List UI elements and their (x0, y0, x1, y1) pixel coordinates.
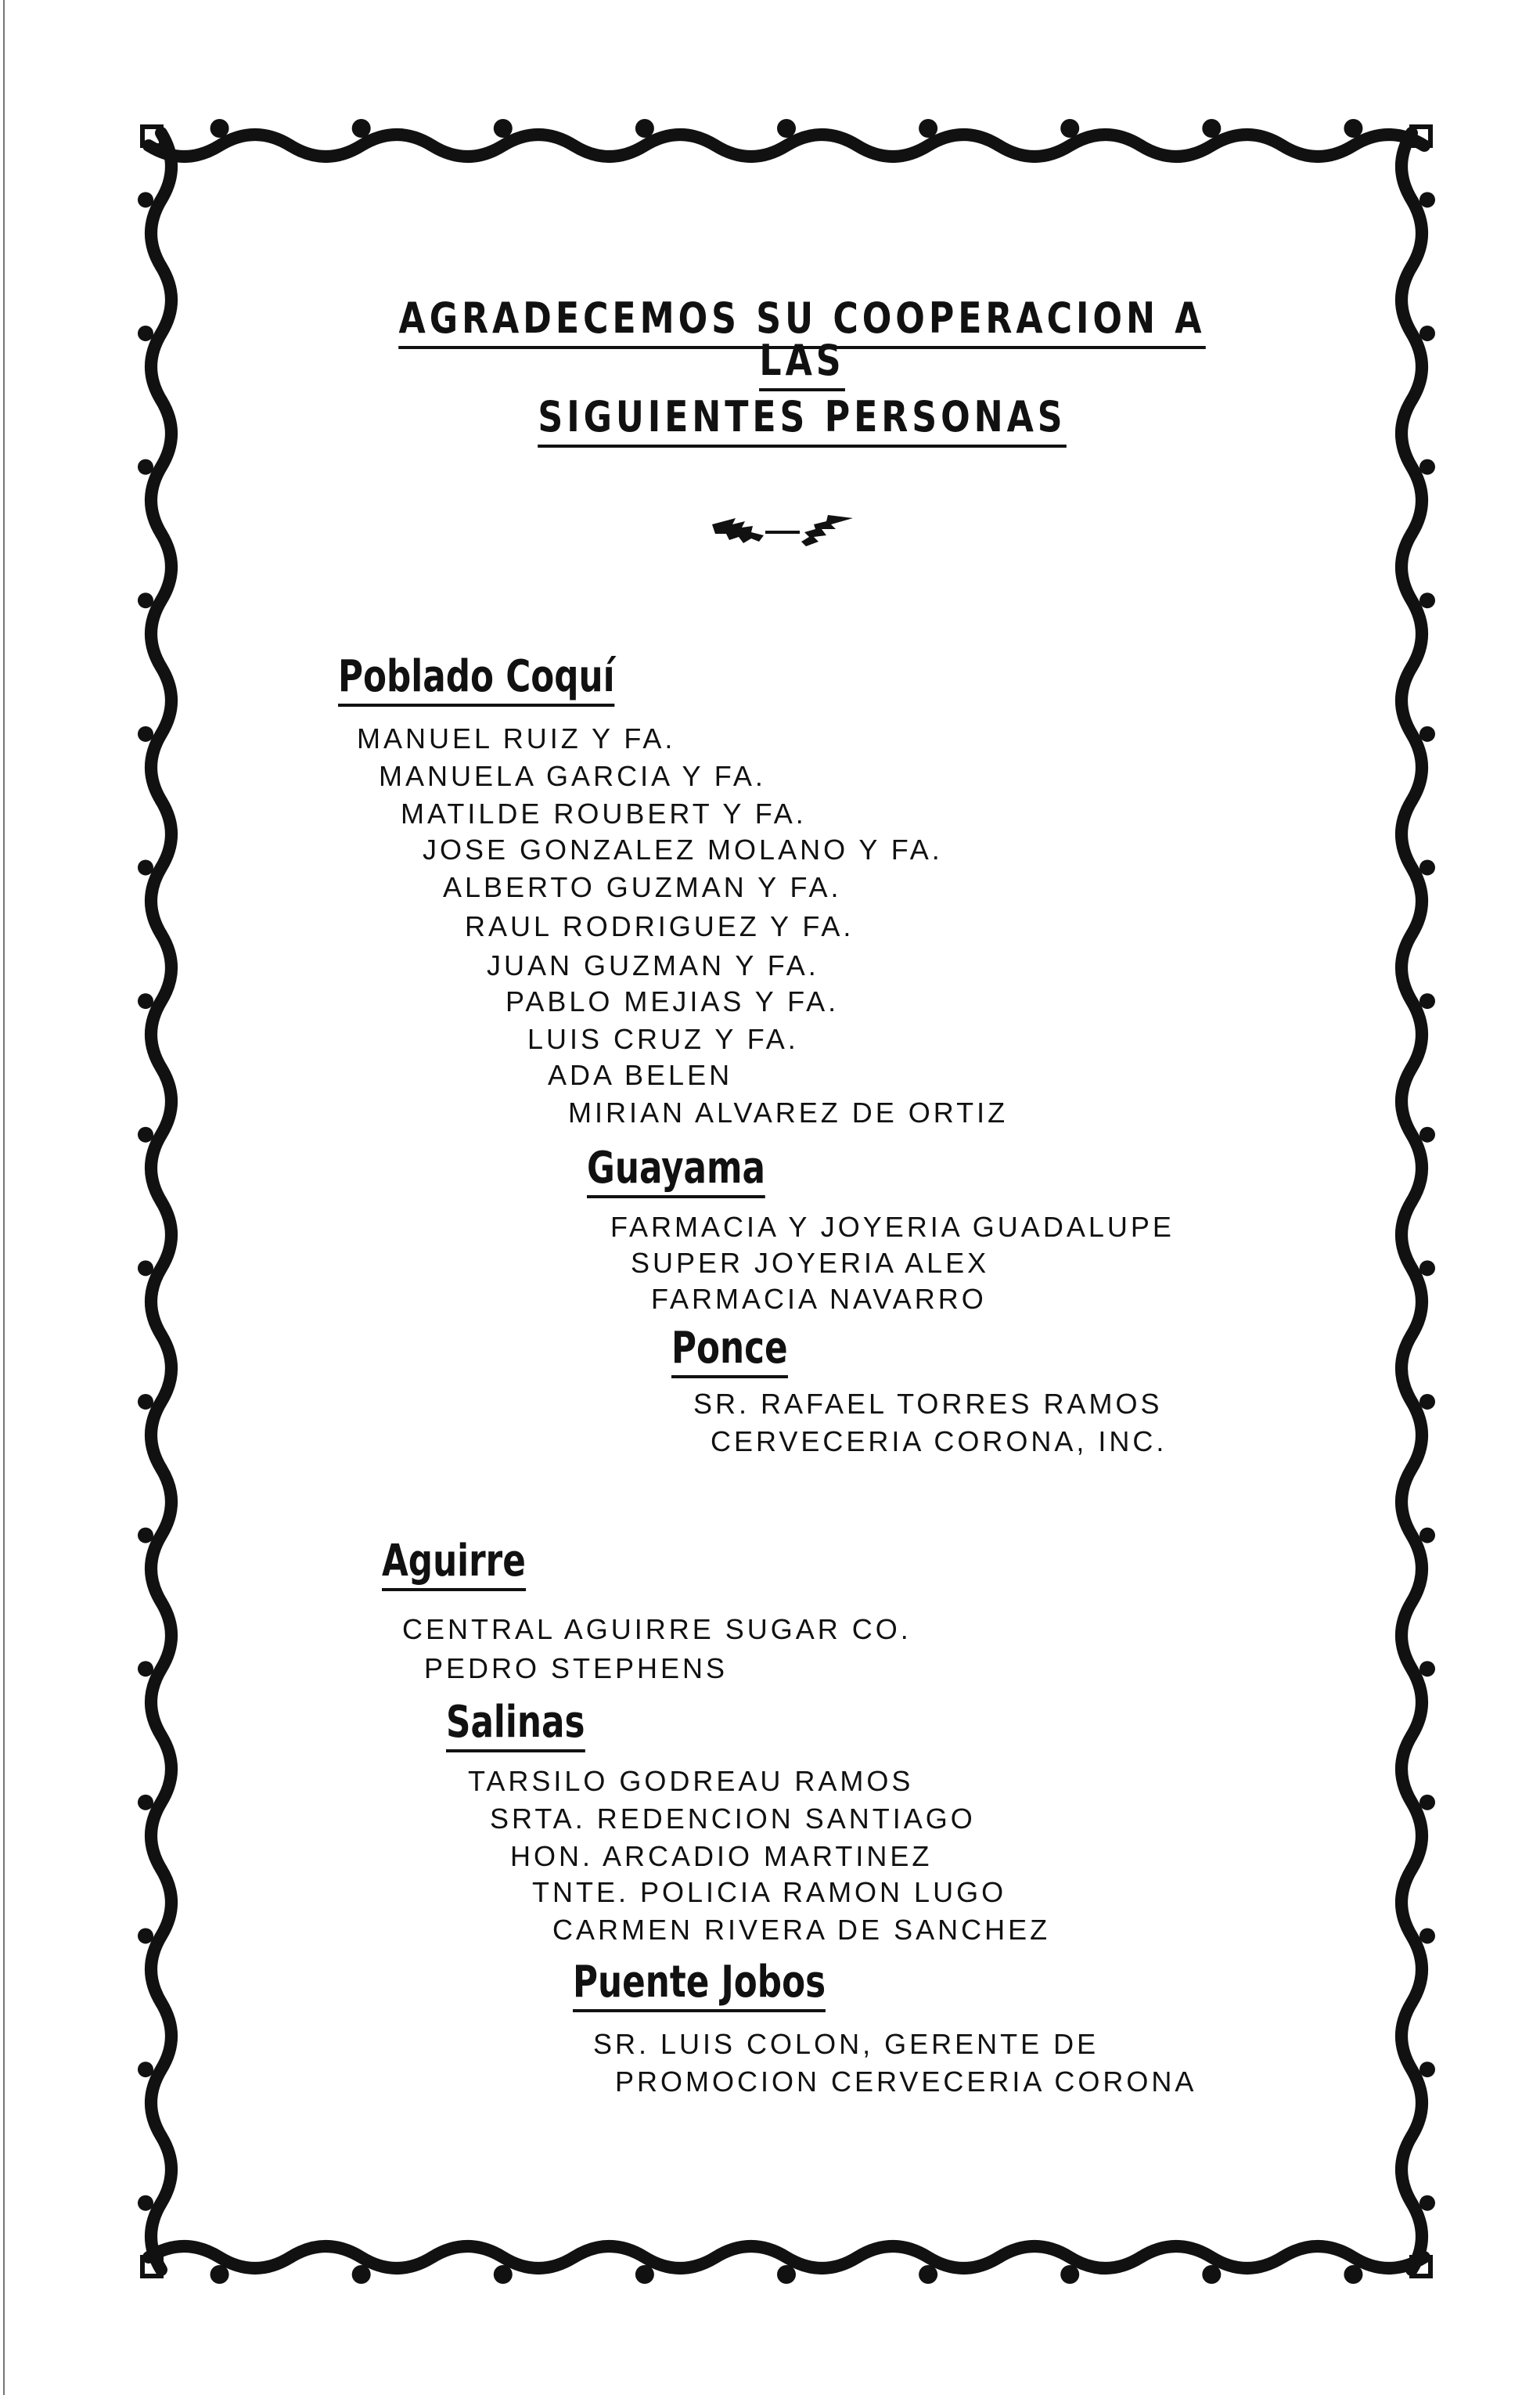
list-item: JOSE GONZALEZ MOLANO Y FA. (423, 834, 943, 866)
list-item: MANUELA GARCIA Y FA. (379, 760, 766, 792)
section-title: Puente Jobos (573, 1957, 826, 2012)
list-item: MIRIAN ALVAREZ DE ORTIZ (568, 1097, 1009, 1129)
section-puente-jobos (573, 1957, 897, 2012)
list-item: PABLO MEJIAS Y FA. (506, 985, 840, 1017)
list-item: SUPER JOYERIA ALEX (631, 1247, 990, 1279)
list-item: PROMOCION CERVECERIA CORONA (615, 2065, 1197, 2098)
list-item: MATILDE ROUBERT Y FA. (401, 798, 807, 830)
list-item: SR. LUIS COLON, GERENTE DE (593, 2028, 1099, 2060)
list-item: MANUEL RUIZ Y FA. (357, 722, 676, 755)
leaf-ornament-icon (704, 501, 861, 564)
list-item: PEDRO STEPHENS (424, 1652, 729, 1684)
section-title: Guayama (587, 1143, 765, 1198)
section-title: Ponce (671, 1323, 788, 1378)
list-item: FARMACIA Y JOYERIA GUADALUPE (610, 1211, 1175, 1243)
list-item: JUAN GUZMAN Y FA. (487, 949, 819, 981)
section-salinas (446, 1697, 624, 1752)
section-ponce (671, 1323, 821, 1378)
list-item: CARMEN RIVERA DE SANCHEZ (552, 1914, 1051, 1946)
heading-line-1: AGRADECEMOS SU COOPERACION A LAS (399, 294, 1206, 391)
page-heading (388, 294, 1216, 452)
section-title: Aguirre (382, 1536, 526, 1591)
list-item: CERVECERIA CORONA, INC. (711, 1425, 1168, 1457)
heading-line-2: SIGUIENTES PERSONAS (538, 392, 1066, 448)
list-item: FARMACIA NAVARRO (651, 1283, 987, 1315)
list-item: RAUL RODRIGUEZ Y FA. (465, 910, 855, 942)
list-item: TNTE. POLICIA RAMON LUGO (532, 1876, 1007, 1908)
page-edge-line (3, 0, 5, 2395)
list-item: SRTA. REDENCION SANTIAGO (490, 1803, 976, 1835)
list-item: HON. ARCADIO MARTINEZ (510, 1840, 933, 1872)
section-aguirre (382, 1536, 567, 1591)
section-poblado-coqui (338, 651, 693, 707)
list-item: SR. RAFAEL TORRES RAMOS (693, 1388, 1163, 1420)
list-item: LUIS CRUZ Y FA. (527, 1023, 799, 1055)
list-item: ALBERTO GUZMAN Y FA. (443, 871, 842, 903)
section-title: Salinas (446, 1697, 585, 1752)
list-item: TARSILO GODREAU RAMOS (468, 1765, 914, 1797)
list-item: ADA BELEN (548, 1059, 733, 1091)
section-guayama (587, 1143, 815, 1198)
section-title: Poblado Coquí (338, 651, 615, 707)
list-item: CENTRAL AGUIRRE SUGAR CO. (402, 1613, 912, 1645)
